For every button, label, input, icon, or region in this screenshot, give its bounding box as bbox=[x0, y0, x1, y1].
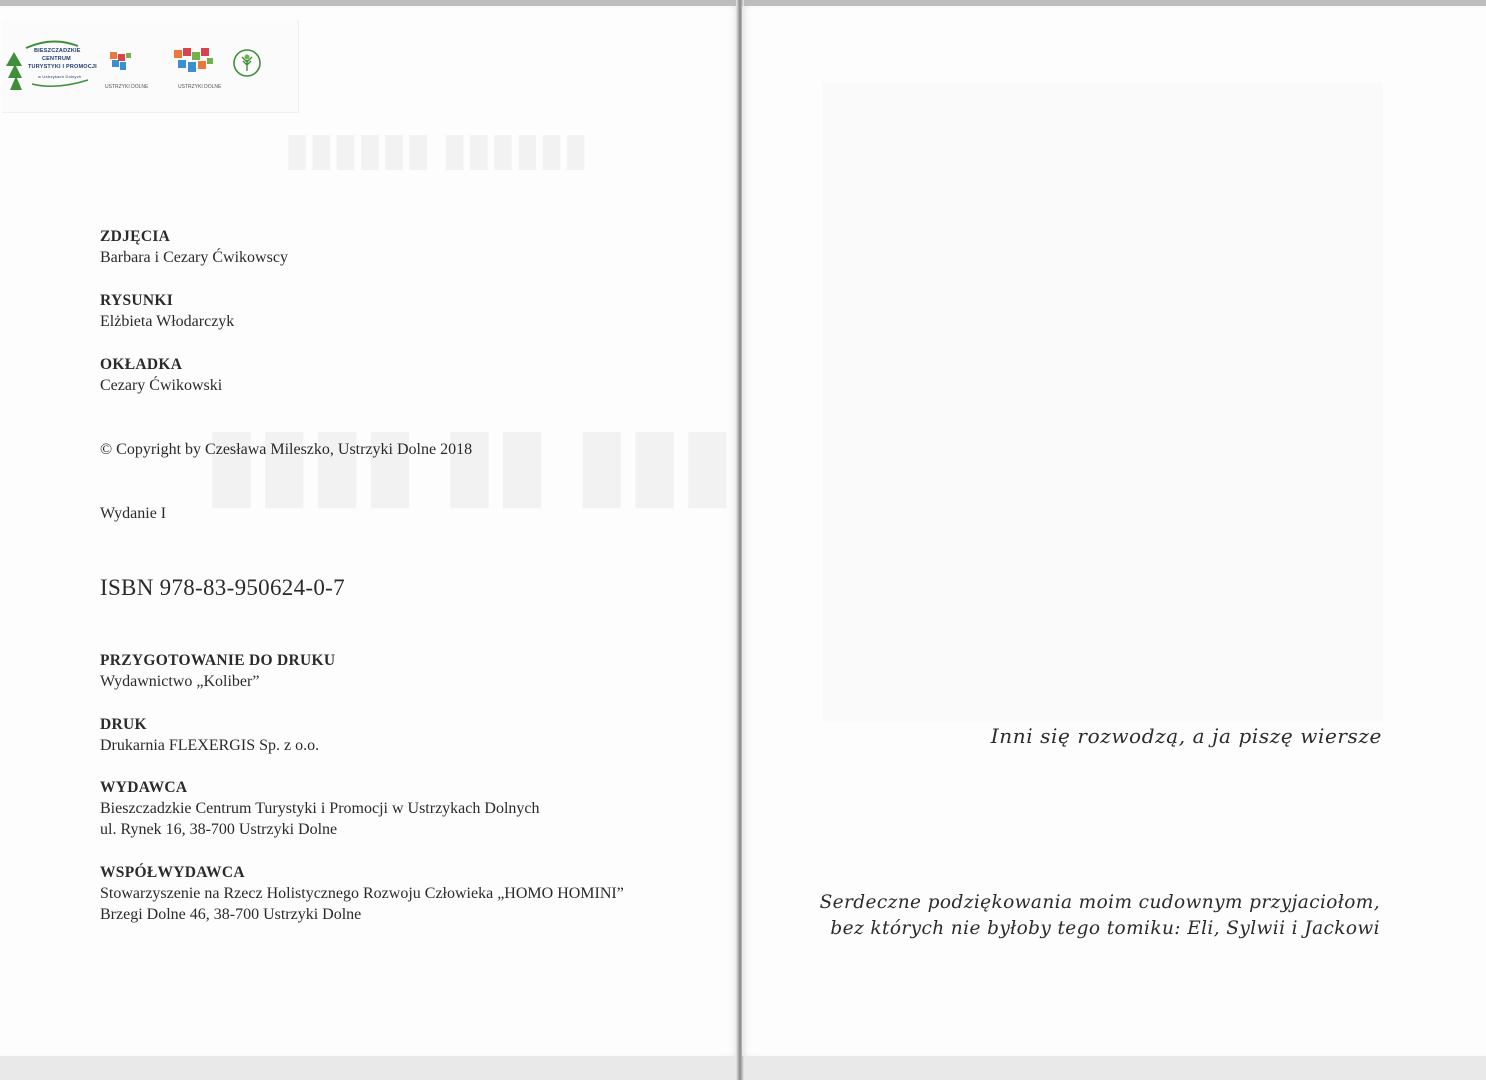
bctip-line-2: CENTRUM bbox=[42, 56, 71, 62]
credit-prepress bbox=[100, 650, 335, 692]
publisher-line-2: ul. Rynek 16, 38-700 Ustrzyki Dolne bbox=[100, 821, 338, 838]
prepress-value: Wydawnictwo „Koliber” bbox=[100, 673, 260, 690]
copublisher-line-2: Brzegi Dolne 46, 38-700 Ustrzyki Dolne bbox=[100, 906, 362, 923]
thanks-line-2: bez których nie byłoby tego tomiku: Eli, Sylwii i Jackowi bbox=[830, 918, 1380, 939]
credit-photos bbox=[100, 226, 288, 268]
bctip-line-3: TURYSTYKI I PROMOCJI bbox=[28, 64, 97, 70]
credit-copublisher bbox=[100, 862, 624, 925]
edition-info bbox=[100, 503, 166, 524]
print-heading: DRUK bbox=[100, 716, 147, 733]
drawings-heading: RYSUNKI bbox=[100, 292, 174, 309]
copublisher-heading: WSPÓŁWYDAWCA bbox=[100, 864, 245, 881]
ustrzyki-small-label: USTRZYKI DOLNE bbox=[105, 84, 149, 90]
credit-drawings bbox=[100, 290, 234, 332]
photos-value: Barbara i Cezary Ćwikowscy bbox=[100, 249, 288, 266]
show-through-author bbox=[285, 124, 588, 175]
isbn-text: ISBN 978-83-950624-0-7 bbox=[100, 575, 345, 600]
bctip-line-1: BIESZCZADZKIE bbox=[34, 48, 81, 54]
ustrzyki-small-logo bbox=[108, 50, 134, 77]
prepress-heading: PRZYGOTOWANIE DO DRUKU bbox=[100, 652, 336, 669]
copyright-notice bbox=[100, 439, 472, 460]
cover-heading: OKŁADKA bbox=[100, 356, 183, 373]
ustrzyki-logo bbox=[172, 46, 216, 81]
left-page bbox=[0, 6, 738, 1056]
thanks-line-1: Serdeczne podziękowania moim cudownym przyjaciołom, bbox=[819, 892, 1380, 913]
credit-publisher bbox=[100, 777, 539, 840]
drawings-value: Elżbieta Włodarczyk bbox=[100, 313, 235, 330]
homo-homini-logo bbox=[232, 48, 262, 83]
motto: Inni się rozwodzą, a ja piszę wiersze bbox=[990, 724, 1382, 748]
photos-heading: ZDJĘCIA bbox=[100, 228, 171, 245]
copyright-text: © Copyright by Czesława Mileszko, Ustrzyki Dolne 2018 bbox=[100, 441, 473, 458]
show-through-photo bbox=[823, 82, 1383, 722]
credit-print bbox=[100, 714, 319, 756]
sponsor-logos bbox=[2, 20, 299, 113]
bctip-line-4: w Ustrzykach Dolnych bbox=[38, 74, 82, 79]
ustrzyki-label: USTRZYKI DOLNE bbox=[178, 84, 222, 90]
publisher-heading: WYDAWCA bbox=[100, 779, 188, 796]
print-value: Drukarnia FLEXERGIS Sp. z o.o. bbox=[100, 737, 320, 754]
credit-cover bbox=[100, 354, 222, 396]
edition-text: Wydanie I bbox=[100, 505, 167, 522]
cover-value: Cezary Ćwikowski bbox=[100, 377, 223, 394]
isbn bbox=[100, 577, 345, 598]
show-through-title bbox=[205, 406, 787, 518]
bctip-logo bbox=[4, 34, 96, 96]
copublisher-line-1: Stowarzyszenie na Rzecz Holistycznego Rozwoju Człowieka „HOMO HOMINI” bbox=[100, 885, 624, 902]
publisher-line-1: Bieszczadzkie Centrum Turystyki i Promocji w Ustrzykach Dolnych bbox=[100, 800, 540, 817]
